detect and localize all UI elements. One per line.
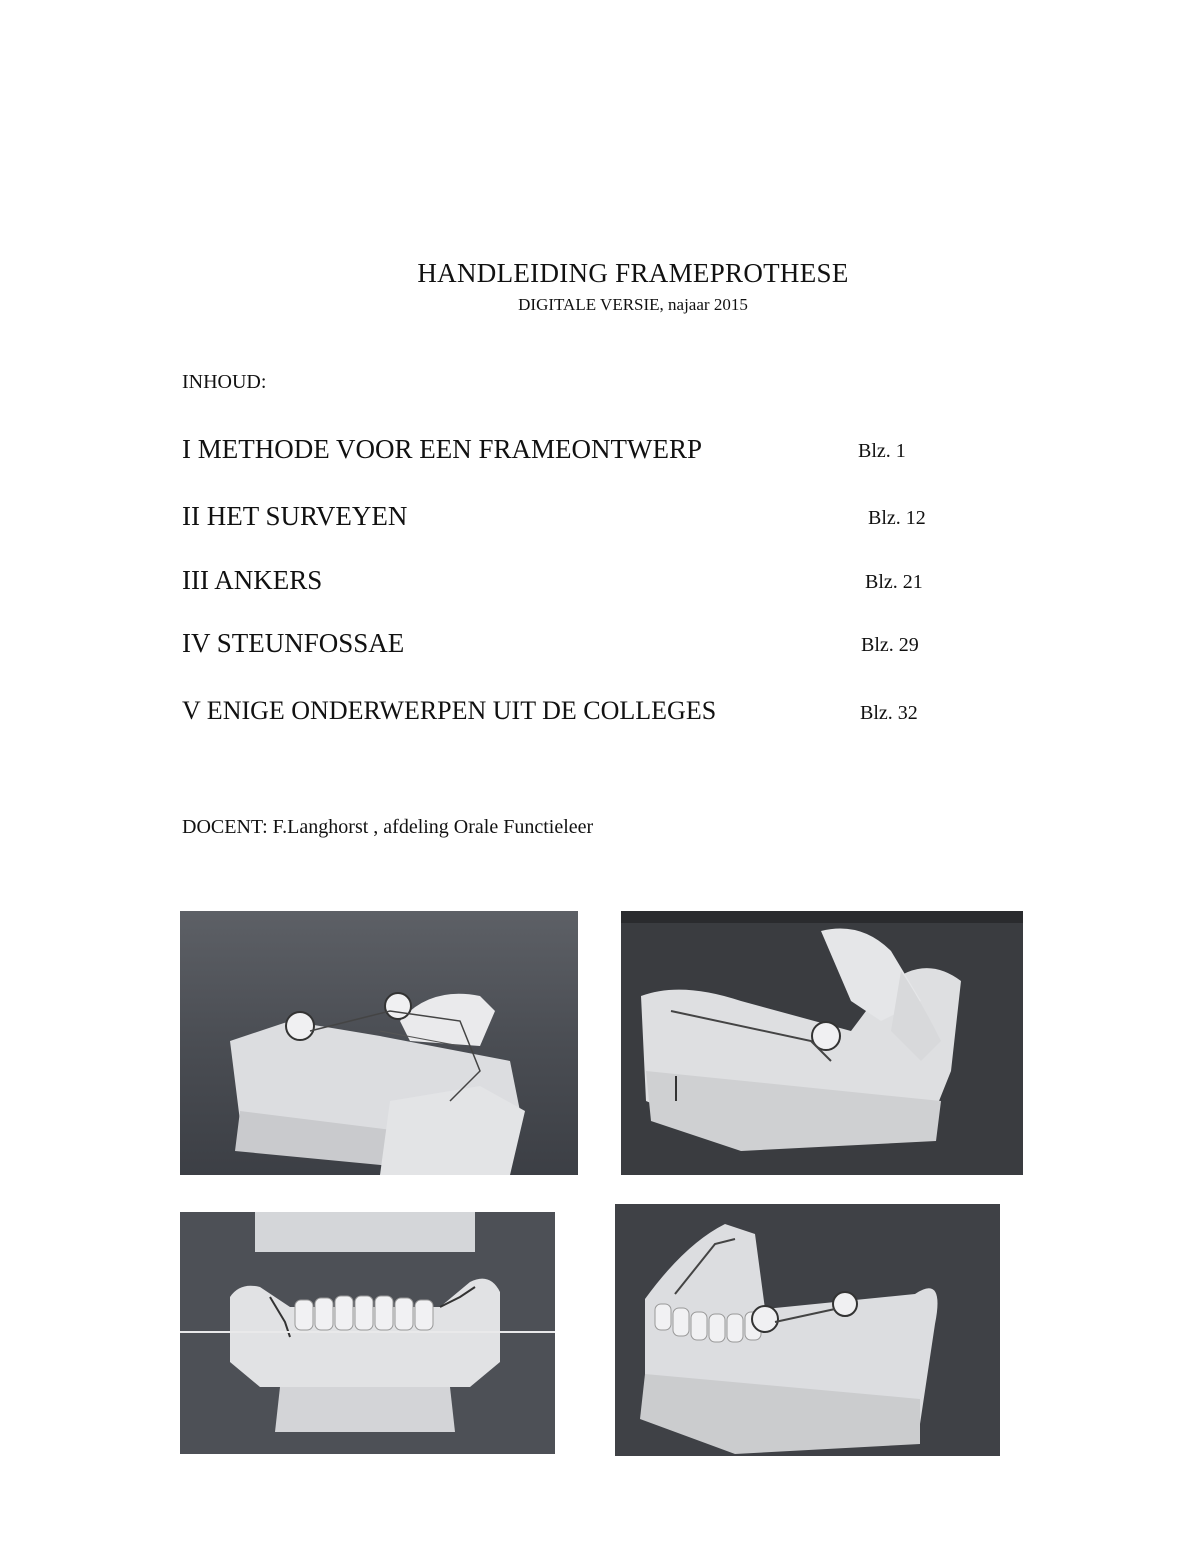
- dental-cast-side-photo: [180, 911, 578, 1175]
- dental-cast-front-photo: [180, 1212, 555, 1454]
- toc-entry-3: III ANKERS: [182, 565, 323, 595]
- toc-entry-1: I METHODE VOOR EEN FRAMEONTWERP: [182, 434, 702, 464]
- toc-page-2: Blz. 12: [868, 507, 926, 529]
- dental-cast-angled-photo: [621, 911, 1023, 1175]
- dental-cast-lingual-photo: [615, 1204, 1000, 1456]
- toc-entry-2: II HET SURVEYEN: [182, 501, 408, 531]
- toc-page-5: Blz. 32: [860, 702, 918, 724]
- toc-page-1: Blz. 1: [858, 440, 906, 462]
- toc-entry-5: V ENIGE ONDERWERPEN UIT DE COLLEGES: [182, 696, 717, 725]
- contents-heading: INHOUD:: [182, 371, 267, 393]
- page-subtitle: DIGITALE VERSIE, najaar 2015: [518, 295, 748, 314]
- docent-line: DOCENT: F.Langhorst , afdeling Orale Functieleer: [182, 816, 594, 838]
- page-title: HANDLEIDING FRAMEPROTHESE: [417, 258, 849, 288]
- toc-page-4: Blz. 29: [861, 634, 919, 656]
- toc-entry-4: IV STEUNFOSSAE: [182, 628, 405, 658]
- toc-page-3: Blz. 21: [865, 571, 923, 593]
